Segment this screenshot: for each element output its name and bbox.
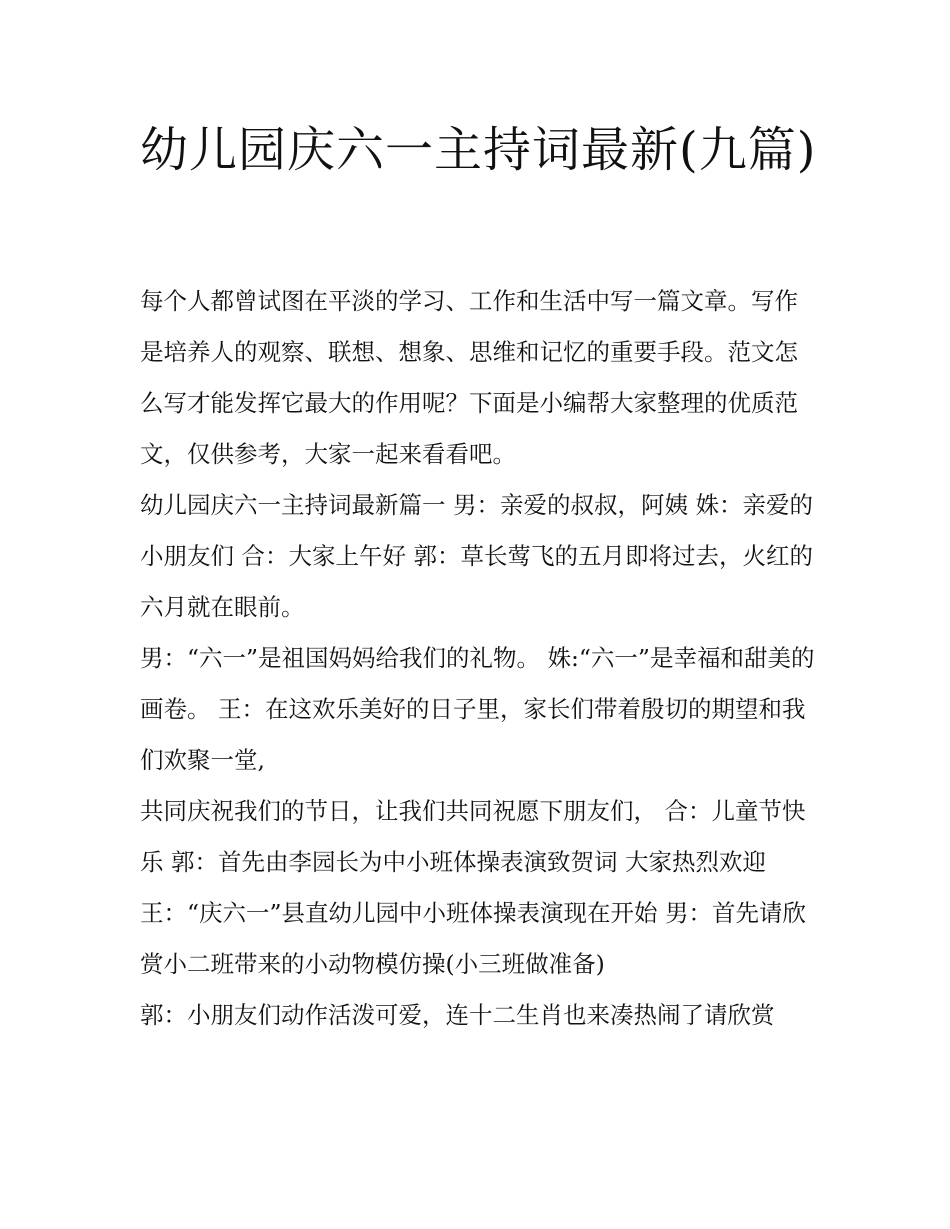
paragraph-performance-start: 王：“庆六一”县直幼儿园中小班体操表演现在开始 男：首先请欣赏小二班带来的小动物模仿操(小三班做准备) [140, 899, 806, 978]
document-title: 幼儿园庆六一主持词最新(九篇) [140, 122, 817, 178]
document-body [140, 276, 820, 1041]
paragraph-intro: 每个人都曾试图在平淡的学习、工作和生活中写一篇文章。写作是培养人的观察、联想、想象、思维和记忆的重要手段。范文怎么写才能发挥它最大的作用呢？下面是小编帮大家整理的优质范文，仅供参考，大家一起来看看吧。 [140, 287, 798, 468]
paragraph-opening: 幼儿园庆六一主持词最新篇一 男：亲爱的叔叔，阿姨 姝：亲爱的小朋友们 合：大家上午好 郭：草长莺飞的五月即将过去，火红的六月就在眼前。 [140, 491, 813, 621]
paragraph-zodiac: 郭：小朋友们动作活泼可爱，连十二生肖也来凑热闹了请欣赏 [140, 1001, 775, 1029]
paragraph-celebrate: 共同庆祝我们的节日，让我们共同祝愿下朋友们， 合：儿童节快乐 郭：首先由李园长为中小班体操表演致贺词 大家热烈欢迎 [140, 797, 806, 876]
paragraph-liuyi-gift: 男：“六一”是祖国妈妈给我们的礼物。 姝:“六一”是幸福和甜美的画卷。 王：在这欢乐美好的日子里，家长们带着殷切的期望和我们欢聚一堂, [140, 644, 815, 774]
